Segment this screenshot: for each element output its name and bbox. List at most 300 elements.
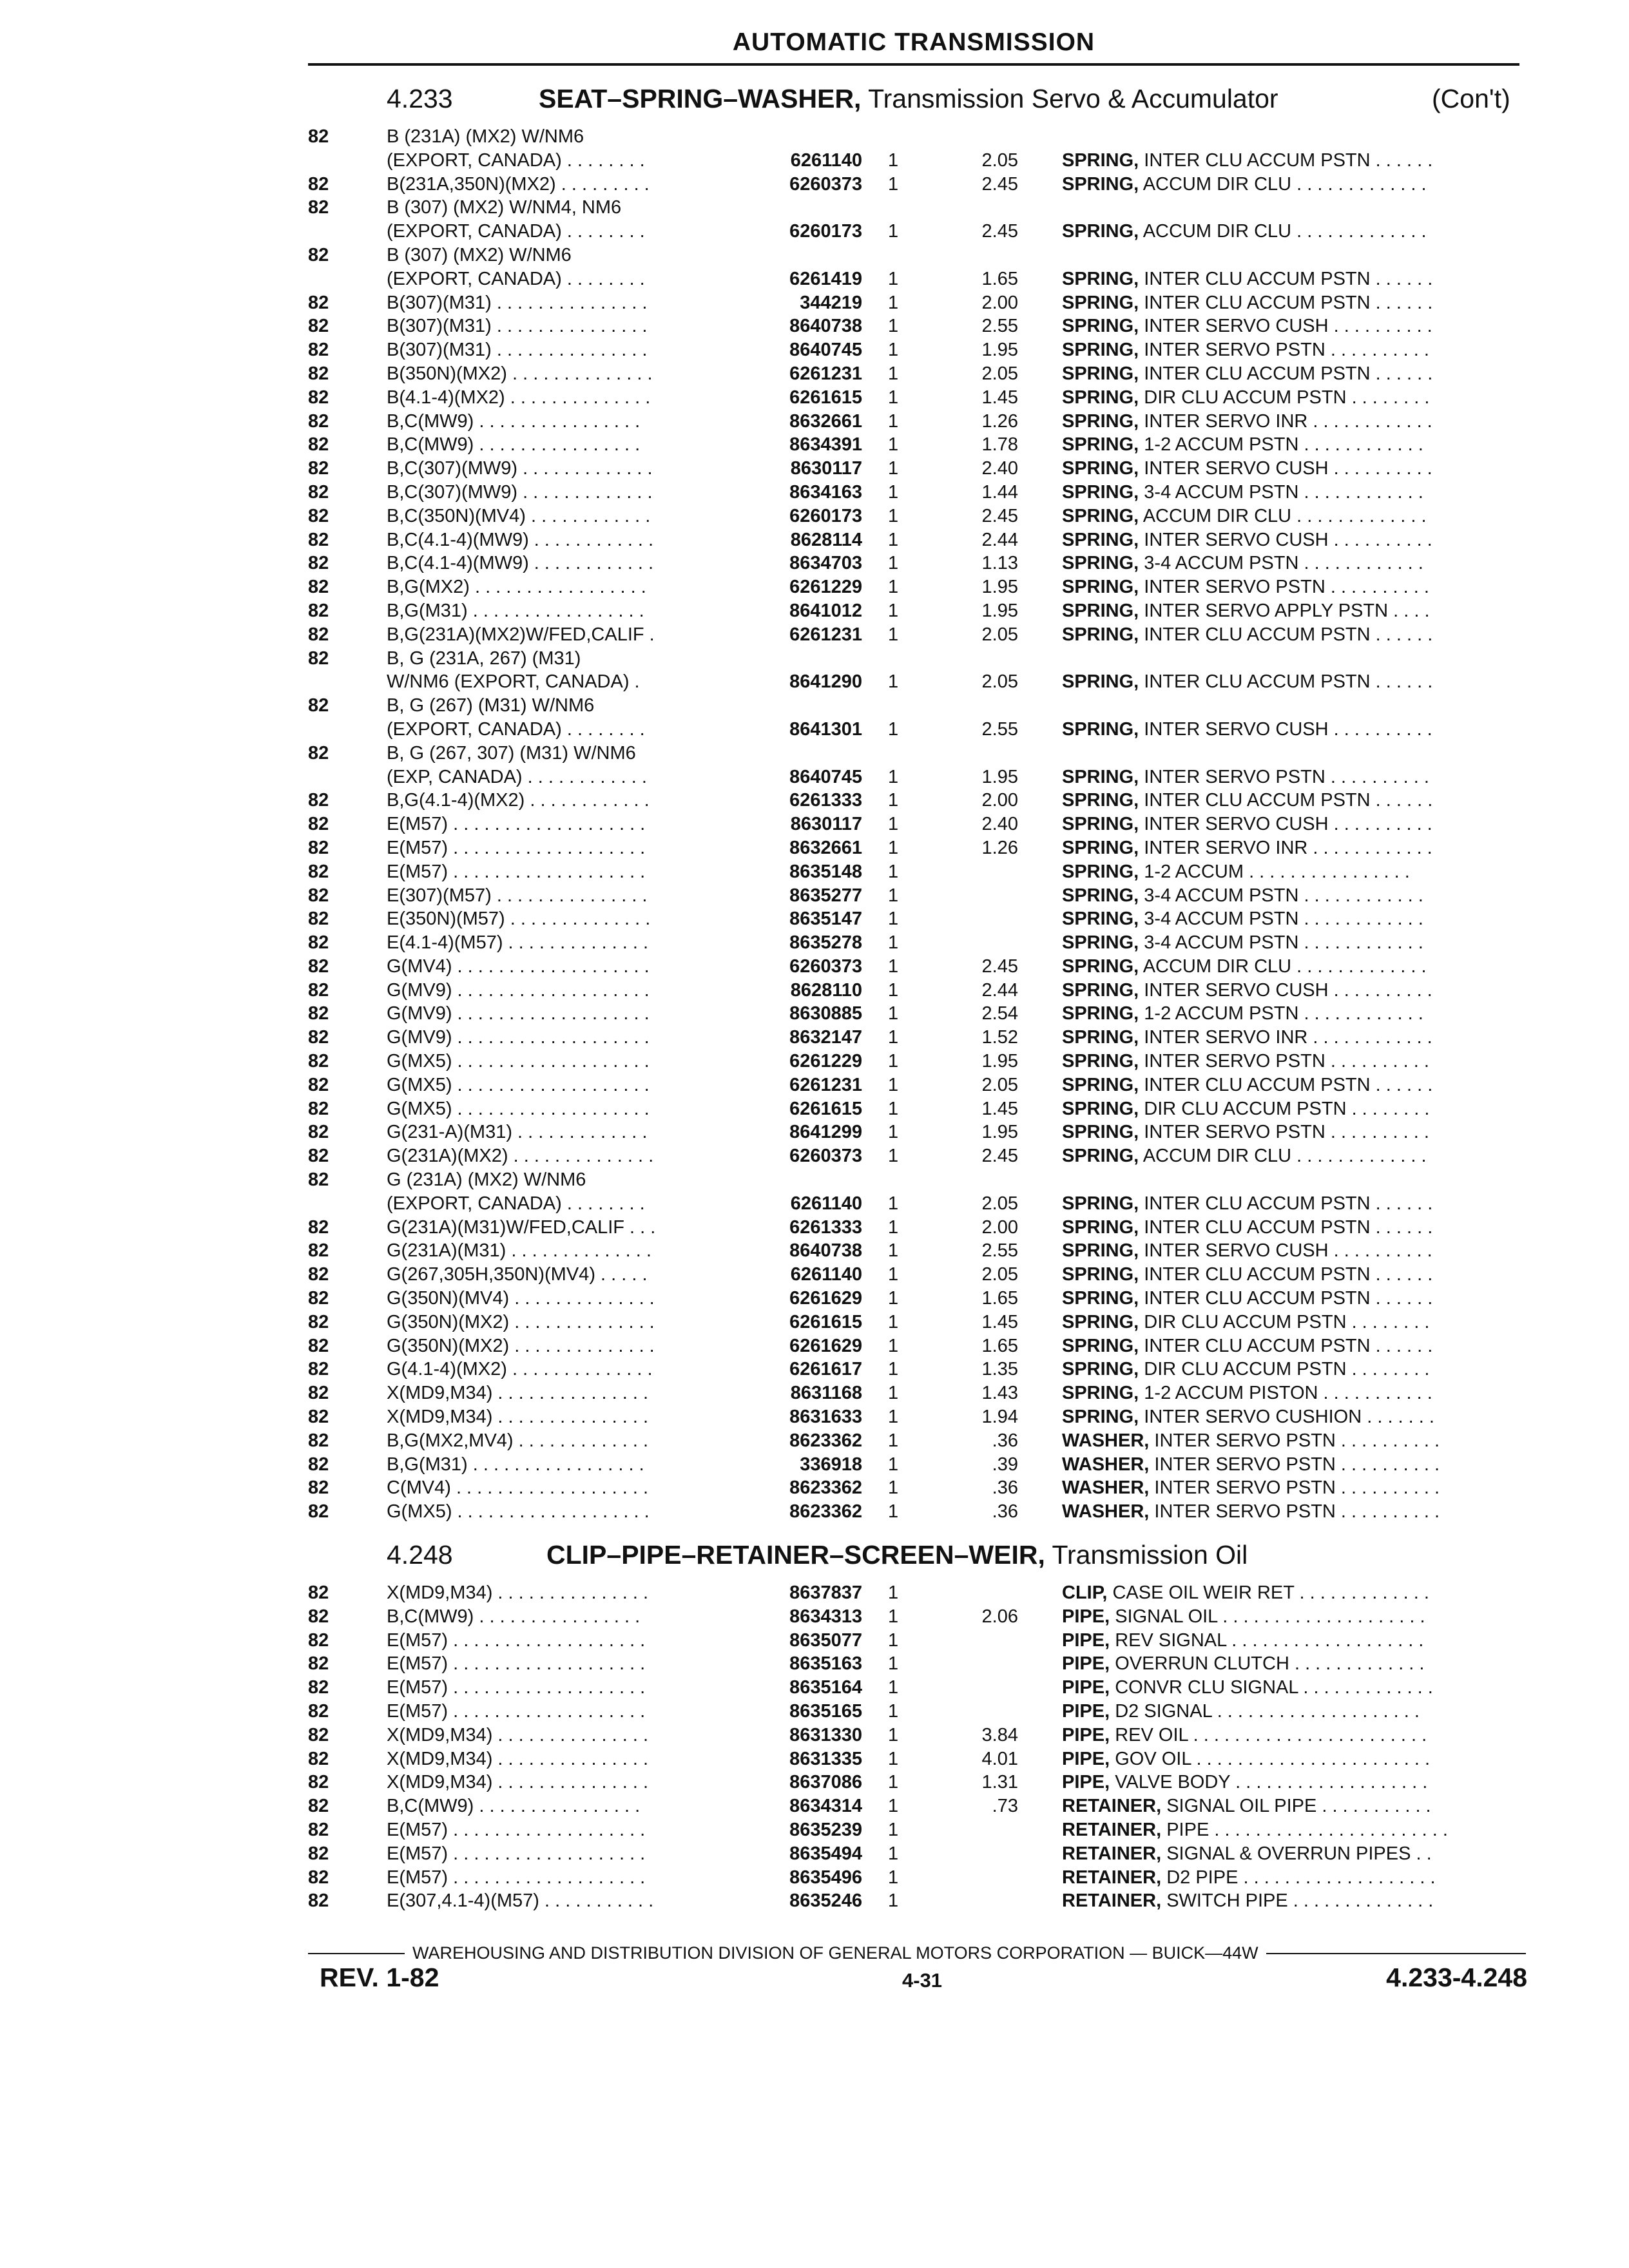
part-number: 6261615 bbox=[789, 1311, 862, 1332]
model-year: 82 bbox=[308, 1748, 329, 1769]
description bbox=[1062, 173, 1427, 197]
section-name-rest: Transmission Servo & Accumulator bbox=[861, 84, 1278, 113]
part-number: 8631633 bbox=[789, 1407, 862, 1428]
description bbox=[1062, 860, 1410, 884]
description-noun: SPRING, bbox=[1062, 1407, 1139, 1428]
part-number: 8635077 bbox=[789, 1629, 862, 1651]
section-number: 4.233 bbox=[387, 84, 453, 113]
description-detail: ACCUM DIR CLU . . . . . . . . . . . . . bbox=[1139, 173, 1427, 195]
length: 1.95 bbox=[981, 600, 1018, 621]
part-number: 6261140 bbox=[790, 1193, 862, 1214]
description-detail: INTER CLU ACCUM PSTN . . . . . . bbox=[1139, 790, 1433, 811]
quantity: 1 bbox=[888, 1772, 899, 1793]
table-row bbox=[0, 623, 1629, 647]
application: G(350N)(MX2) . . . . . . . . . . . . . . bbox=[387, 1335, 655, 1356]
quantity: 1 bbox=[888, 1843, 899, 1864]
length: 2.55 bbox=[981, 718, 1018, 740]
table-row bbox=[0, 1500, 1629, 1524]
quantity: 1 bbox=[888, 1454, 899, 1475]
footer-page-number: 4-31 bbox=[902, 1969, 943, 1992]
part-number: 8635148 bbox=[789, 861, 862, 882]
description-noun: CLIP, bbox=[1062, 1582, 1108, 1603]
description-noun: PIPE, bbox=[1062, 1748, 1110, 1769]
quantity: 1 bbox=[888, 837, 899, 858]
part-number: 6261419 bbox=[789, 268, 862, 289]
table-row bbox=[0, 410, 1629, 434]
description-noun: SPRING, bbox=[1062, 624, 1139, 645]
description-noun: RETAINER, bbox=[1062, 1819, 1162, 1840]
description-detail: 3-4 ACCUM PSTN . . . . . . . . . . . . bbox=[1139, 885, 1423, 906]
application: E(M57) . . . . . . . . . . . . . . . . . . . bbox=[387, 1653, 646, 1675]
length: 1.52 bbox=[981, 1027, 1018, 1048]
model-year: 82 bbox=[308, 814, 329, 835]
application: B (231A) (MX2) W/NM6 bbox=[387, 126, 584, 147]
model-year: 82 bbox=[308, 529, 329, 550]
description-detail: DIR CLU ACCUM PSTN . . . . . . . . bbox=[1139, 1311, 1430, 1332]
length: .36 bbox=[992, 1430, 1018, 1451]
description-detail: REV SIGNAL . . . . . . . . . . . . . . . . . . . bbox=[1110, 1629, 1424, 1651]
model-year: 82 bbox=[308, 244, 329, 265]
model-year: 82 bbox=[308, 481, 329, 503]
part-number: 6261617 bbox=[789, 1359, 862, 1380]
description-noun: SPRING, bbox=[1062, 363, 1139, 384]
description-noun: SPRING, bbox=[1062, 932, 1139, 954]
description-noun: SPRING, bbox=[1062, 221, 1139, 242]
model-year: 82 bbox=[308, 1677, 329, 1698]
description-noun: SPRING, bbox=[1062, 1311, 1139, 1332]
description bbox=[1062, 362, 1432, 386]
description bbox=[1062, 1652, 1424, 1676]
model-year: 82 bbox=[308, 1003, 329, 1024]
quantity: 1 bbox=[888, 1867, 899, 1888]
length: 1.65 bbox=[981, 1335, 1018, 1356]
description-noun: SPRING, bbox=[1062, 1288, 1139, 1309]
description bbox=[1062, 955, 1427, 979]
description-detail: INTER SERVO APPLY PSTN . . . . bbox=[1139, 600, 1430, 621]
length: 2.05 bbox=[981, 1074, 1018, 1095]
application: B,C(MW9) . . . . . . . . . . . . . . . . bbox=[387, 1606, 641, 1627]
model-year: 82 bbox=[308, 1098, 329, 1119]
description-noun: PIPE, bbox=[1062, 1629, 1110, 1651]
application: B,C(4.1-4)(MW9) . . . . . . . . . . . . bbox=[387, 553, 654, 574]
description-noun: SPRING, bbox=[1062, 316, 1139, 337]
section-continued: (Con't) bbox=[1432, 84, 1510, 113]
description bbox=[1062, 1002, 1423, 1026]
application: (EXP, CANADA) . . . . . . . . . . . . bbox=[387, 766, 647, 787]
quantity: 1 bbox=[888, 1606, 899, 1627]
description-detail: INTER CLU ACCUM PSTN . . . . . . bbox=[1139, 149, 1433, 171]
part-number: 6261615 bbox=[789, 387, 862, 408]
description-detail: VALVE BODY . . . . . . . . . . . . . . . . . . . bbox=[1110, 1772, 1428, 1793]
model-year: 82 bbox=[308, 1122, 329, 1143]
application: G(267,305H,350N)(MV4) . . . . . bbox=[387, 1264, 648, 1285]
quantity: 1 bbox=[888, 600, 899, 621]
table-row bbox=[0, 457, 1629, 481]
description bbox=[1062, 1794, 1431, 1818]
quantity: 1 bbox=[888, 173, 899, 195]
description-noun: SPRING, bbox=[1062, 790, 1139, 811]
part-number: 6260373 bbox=[789, 173, 862, 195]
application: B,G(MX2,MV4) . . . . . . . . . . . . . bbox=[387, 1430, 649, 1451]
description-detail: ACCUM DIR CLU . . . . . . . . . . . . . bbox=[1139, 956, 1427, 977]
description-noun: SPRING, bbox=[1062, 814, 1139, 835]
table-row bbox=[0, 433, 1629, 457]
description-detail: 3-4 ACCUM PSTN . . . . . . . . . . . . bbox=[1139, 481, 1423, 503]
description-detail: INTER SERVO CUSH . . . . . . . . . . bbox=[1139, 529, 1432, 550]
model-year: 82 bbox=[308, 1606, 329, 1627]
application: B(307)(M31) . . . . . . . . . . . . . . . bbox=[387, 316, 648, 337]
part-number: 8632661 bbox=[789, 837, 862, 858]
quantity: 1 bbox=[888, 814, 899, 835]
part-number: 8630885 bbox=[789, 1003, 862, 1024]
part-number: 8631168 bbox=[790, 1383, 862, 1404]
table-row bbox=[0, 1476, 1629, 1500]
description-detail: INTER SERVO PSTN . . . . . . . . . . bbox=[1149, 1501, 1440, 1523]
description-noun: SPRING, bbox=[1062, 1193, 1139, 1214]
description bbox=[1062, 670, 1432, 694]
application: E(307)(M57) . . . . . . . . . . . . . . . bbox=[387, 885, 648, 906]
application: B (307) (MX2) W/NM4, NM6 bbox=[387, 197, 622, 218]
quantity: 1 bbox=[888, 932, 899, 954]
section-name-rest: Transmission Oil bbox=[1045, 1540, 1248, 1570]
description bbox=[1062, 314, 1432, 338]
quantity: 1 bbox=[888, 1724, 899, 1745]
model-year: 82 bbox=[308, 1240, 329, 1262]
quantity: 1 bbox=[888, 1383, 899, 1404]
table-row bbox=[0, 267, 1629, 291]
section-title bbox=[0, 1532, 1629, 1581]
description bbox=[1062, 1866, 1436, 1890]
description-detail: OVERRUN CLUTCH . . . . . . . . . . . . . bbox=[1110, 1653, 1425, 1675]
description bbox=[1062, 1453, 1440, 1477]
description-detail: INTER SERVO PSTN . . . . . . . . . . bbox=[1149, 1430, 1440, 1451]
table-row bbox=[0, 1239, 1629, 1263]
description bbox=[1062, 623, 1432, 647]
length: 1.31 bbox=[981, 1772, 1018, 1793]
quantity: 1 bbox=[888, 979, 899, 1001]
part-number: 6260173 bbox=[789, 221, 862, 242]
part-number: 8640738 bbox=[789, 316, 862, 337]
description bbox=[1062, 1239, 1432, 1263]
length: 2.44 bbox=[981, 529, 1018, 550]
description bbox=[1062, 575, 1429, 599]
description-detail: INTER CLU ACCUM PSTN . . . . . . bbox=[1139, 1288, 1433, 1309]
length: 3.84 bbox=[981, 1724, 1018, 1745]
description bbox=[1062, 1818, 1448, 1842]
quantity: 1 bbox=[888, 1027, 899, 1048]
description-noun: SPRING, bbox=[1062, 908, 1139, 930]
description bbox=[1062, 1120, 1429, 1144]
model-year: 82 bbox=[308, 173, 329, 195]
application: G(231-A)(M31) . . . . . . . . . . . . . bbox=[387, 1122, 648, 1143]
length: 2.05 bbox=[981, 671, 1018, 693]
application: B,C(MW9) . . . . . . . . . . . . . . . . bbox=[387, 1796, 641, 1817]
description-noun: RETAINER, bbox=[1062, 1890, 1162, 1912]
table-row bbox=[0, 907, 1629, 931]
description-noun: PIPE, bbox=[1062, 1677, 1110, 1698]
quantity: 1 bbox=[888, 885, 899, 906]
description bbox=[1062, 1097, 1429, 1121]
application: (EXPORT, CANADA) . . . . . . . . bbox=[387, 221, 645, 242]
description bbox=[1062, 1889, 1433, 1913]
description-detail: INTER SERVO CUSH . . . . . . . . . . bbox=[1139, 1240, 1432, 1262]
part-number: 6261229 bbox=[789, 577, 862, 598]
application: B, G (267) (M31) W/NM6 bbox=[387, 695, 595, 716]
table-row bbox=[0, 173, 1629, 197]
description-noun: WASHER, bbox=[1062, 1501, 1150, 1523]
application: X(MD9,M34) . . . . . . . . . . . . . . . bbox=[387, 1582, 649, 1603]
description-detail: INTER SERVO CUSH . . . . . . . . . . bbox=[1139, 316, 1432, 337]
table-row bbox=[0, 647, 1629, 671]
table-row bbox=[0, 1842, 1629, 1866]
table-row bbox=[0, 789, 1629, 812]
model-year: 82 bbox=[308, 1501, 329, 1523]
application: X(MD9,M34) . . . . . . . . . . . . . . . bbox=[387, 1748, 649, 1769]
description bbox=[1062, 1358, 1429, 1381]
length: 2.40 bbox=[981, 814, 1018, 835]
description bbox=[1062, 1676, 1433, 1700]
description-noun: SPRING, bbox=[1062, 1216, 1139, 1238]
length: 2.45 bbox=[981, 173, 1018, 195]
description bbox=[1062, 1334, 1432, 1358]
part-number: 344219 bbox=[800, 292, 862, 313]
length: 1.45 bbox=[981, 1098, 1018, 1119]
description bbox=[1062, 1144, 1427, 1168]
description bbox=[1062, 884, 1423, 908]
part-number: 8635494 bbox=[789, 1843, 862, 1864]
quantity: 1 bbox=[888, 1477, 899, 1499]
table-row bbox=[0, 1629, 1629, 1653]
part-number: 8631335 bbox=[789, 1748, 862, 1769]
description bbox=[1062, 1500, 1440, 1524]
length: 1.95 bbox=[981, 766, 1018, 787]
part-number: 8640738 bbox=[789, 1240, 862, 1262]
part-number: 6261229 bbox=[789, 1051, 862, 1072]
table-row bbox=[0, 1287, 1629, 1311]
description-noun: SPRING, bbox=[1062, 1335, 1139, 1356]
application: B (307) (MX2) W/NM6 bbox=[387, 244, 572, 265]
application: B(350N)(MX2) . . . . . . . . . . . . . . bbox=[387, 363, 653, 384]
part-number: 8630117 bbox=[790, 814, 862, 835]
part-number: 8634163 bbox=[789, 481, 862, 503]
table-row bbox=[0, 1097, 1629, 1121]
part-number: 8635147 bbox=[789, 908, 862, 930]
table-row bbox=[0, 1002, 1629, 1026]
application: E(M57) . . . . . . . . . . . . . . . . . . . bbox=[387, 1819, 646, 1840]
description-detail: ACCUM DIR CLU . . . . . . . . . . . . . bbox=[1139, 221, 1427, 242]
description-detail: INTER SERVO CUSH . . . . . . . . . . bbox=[1139, 814, 1432, 835]
quantity: 1 bbox=[888, 529, 899, 550]
description bbox=[1062, 812, 1432, 836]
description-noun: SPRING, bbox=[1062, 387, 1139, 408]
length: 1.78 bbox=[981, 434, 1018, 456]
description-detail: REV OIL . . . . . . . . . . . . . . . . . . . . . . . bbox=[1110, 1724, 1427, 1745]
table-row bbox=[0, 505, 1629, 528]
application: E(M57) . . . . . . . . . . . . . . . . . . . bbox=[387, 814, 646, 835]
length: 1.45 bbox=[981, 387, 1018, 408]
description-noun: SPRING, bbox=[1062, 173, 1139, 195]
length: 1.43 bbox=[981, 1383, 1018, 1404]
part-number: 8640745 bbox=[789, 766, 862, 787]
part-number: 336918 bbox=[800, 1454, 862, 1475]
description-detail: 1-2 ACCUM . . . . . . . . . . . . . . . . bbox=[1139, 861, 1410, 882]
part-number: 8623362 bbox=[789, 1477, 862, 1499]
model-year: 82 bbox=[308, 742, 329, 764]
footer-rule-left bbox=[308, 1953, 405, 1954]
length: 1.65 bbox=[981, 1288, 1018, 1309]
model-year: 82 bbox=[308, 790, 329, 811]
quantity: 1 bbox=[888, 1051, 899, 1072]
length: 1.26 bbox=[981, 410, 1018, 432]
quantity: 1 bbox=[888, 577, 899, 598]
description-detail: INTER SERVO CUSHION . . . . . . . bbox=[1139, 1407, 1434, 1428]
description bbox=[1062, 1050, 1429, 1073]
description-noun: WASHER, bbox=[1062, 1477, 1150, 1499]
length: 2.05 bbox=[981, 624, 1018, 645]
description-noun: SPRING, bbox=[1062, 1027, 1139, 1048]
application: (EXPORT, CANADA) . . . . . . . . bbox=[387, 1193, 645, 1214]
length: .36 bbox=[992, 1501, 1018, 1523]
model-year: 82 bbox=[308, 1629, 329, 1651]
length: 2.45 bbox=[981, 956, 1018, 977]
model-year: 82 bbox=[308, 885, 329, 906]
model-year: 82 bbox=[308, 126, 329, 147]
model-year: 82 bbox=[308, 1867, 329, 1888]
model-year: 82 bbox=[308, 861, 329, 882]
model-year: 82 bbox=[308, 197, 329, 218]
length: 1.95 bbox=[981, 1122, 1018, 1143]
description-noun: SPRING, bbox=[1062, 410, 1139, 432]
quantity: 1 bbox=[888, 434, 899, 456]
table-row bbox=[0, 1676, 1629, 1700]
model-year: 82 bbox=[308, 340, 329, 361]
table-row bbox=[0, 742, 1629, 765]
model-year: 82 bbox=[308, 1216, 329, 1238]
part-number: 8641012 bbox=[789, 600, 862, 621]
quantity: 1 bbox=[888, 363, 899, 384]
quantity: 1 bbox=[888, 1890, 899, 1912]
application: B,G(M31) . . . . . . . . . . . . . . . . . bbox=[387, 600, 644, 621]
table-row bbox=[0, 149, 1629, 173]
part-number: 8635164 bbox=[789, 1677, 862, 1698]
quantity: 1 bbox=[888, 1288, 899, 1309]
length: 1.95 bbox=[981, 340, 1018, 361]
description bbox=[1062, 1192, 1432, 1216]
model-year: 82 bbox=[308, 434, 329, 456]
description bbox=[1062, 1605, 1425, 1629]
description-detail: 1-2 ACCUM PSTN . . . . . . . . . . . . bbox=[1139, 1003, 1423, 1024]
description-detail: INTER SERVO INR . . . . . . . . . . . . bbox=[1139, 410, 1432, 432]
description-noun: PIPE, bbox=[1062, 1653, 1110, 1675]
description-noun: PIPE, bbox=[1062, 1606, 1110, 1627]
description-noun: WASHER, bbox=[1062, 1430, 1150, 1451]
application: G(231A)(M31)W/FED,CALIF . . . bbox=[387, 1216, 656, 1238]
part-number: 8641301 bbox=[789, 718, 862, 740]
model-year: 82 bbox=[308, 553, 329, 574]
quantity: 1 bbox=[888, 316, 899, 337]
part-number: 6261629 bbox=[789, 1335, 862, 1356]
model-year: 82 bbox=[308, 600, 329, 621]
description-noun: PIPE, bbox=[1062, 1700, 1110, 1722]
table-row bbox=[0, 1818, 1629, 1842]
model-year: 82 bbox=[308, 316, 329, 337]
part-number: 8628110 bbox=[790, 979, 862, 1001]
quantity: 1 bbox=[888, 268, 899, 289]
description bbox=[1062, 386, 1429, 410]
table-row bbox=[0, 1747, 1629, 1771]
description bbox=[1062, 505, 1427, 528]
length: 2.40 bbox=[981, 458, 1018, 479]
application: X(MD9,M34) . . . . . . . . . . . . . . . bbox=[387, 1772, 649, 1793]
length: 2.44 bbox=[981, 979, 1018, 1001]
description bbox=[1062, 1700, 1420, 1724]
description-detail: DIR CLU ACCUM PSTN . . . . . . . . bbox=[1139, 387, 1430, 408]
model-year: 82 bbox=[308, 1027, 329, 1048]
description bbox=[1062, 1771, 1427, 1794]
description bbox=[1062, 718, 1432, 742]
description bbox=[1062, 1747, 1430, 1771]
table-row bbox=[0, 1429, 1629, 1453]
description-detail: 1-2 ACCUM PSTN . . . . . . . . . . . . bbox=[1139, 434, 1423, 456]
length: 1.26 bbox=[981, 837, 1018, 858]
application: B(307)(M31) . . . . . . . . . . . . . . . bbox=[387, 292, 648, 313]
parts-list bbox=[0, 1581, 1629, 1913]
quantity: 1 bbox=[888, 790, 899, 811]
model-year: 82 bbox=[308, 837, 329, 858]
model-year: 82 bbox=[308, 1430, 329, 1451]
part-number: 6261140 bbox=[790, 1264, 862, 1285]
description bbox=[1062, 789, 1432, 812]
description bbox=[1062, 220, 1427, 244]
table-row bbox=[0, 1334, 1629, 1358]
description bbox=[1062, 931, 1423, 955]
description bbox=[1062, 1629, 1423, 1653]
footer-revision: REV. 1-82 bbox=[320, 1963, 439, 1992]
length: 2.55 bbox=[981, 316, 1018, 337]
table-row bbox=[0, 955, 1629, 979]
description-detail: INTER CLU ACCUM PSTN . . . . . . bbox=[1139, 1335, 1433, 1356]
description bbox=[1062, 149, 1432, 173]
description bbox=[1062, 1263, 1432, 1287]
part-number: 8634391 bbox=[789, 434, 862, 456]
description bbox=[1062, 552, 1423, 575]
footer-rule-right bbox=[1266, 1953, 1526, 1954]
description-noun: SPRING, bbox=[1062, 149, 1139, 171]
quantity: 1 bbox=[888, 553, 899, 574]
description-noun: SPRING, bbox=[1062, 434, 1139, 456]
section-number: 4.248 bbox=[387, 1540, 453, 1570]
application: B(4.1-4)(MX2) . . . . . . . . . . . . . . bbox=[387, 387, 651, 408]
length: 1.44 bbox=[981, 481, 1018, 503]
quantity: 1 bbox=[888, 1819, 899, 1840]
description bbox=[1062, 1381, 1432, 1405]
part-number: 8634313 bbox=[789, 1606, 862, 1627]
quantity: 1 bbox=[888, 1407, 899, 1428]
table-row bbox=[0, 125, 1629, 149]
description bbox=[1062, 291, 1432, 315]
description-noun: SPRING, bbox=[1062, 1098, 1139, 1119]
quantity: 1 bbox=[888, 481, 899, 503]
table-row bbox=[0, 931, 1629, 955]
description-detail: INTER SERVO INR . . . . . . . . . . . . bbox=[1139, 1027, 1432, 1048]
table-row bbox=[0, 1794, 1629, 1818]
model-year: 82 bbox=[308, 1359, 329, 1380]
description-noun: SPRING, bbox=[1062, 956, 1139, 977]
description-detail: GOV OIL . . . . . . . . . . . . . . . . . . . . . . . bbox=[1110, 1748, 1431, 1769]
description-noun: SPRING, bbox=[1062, 1146, 1139, 1167]
footer-section-range: 4.233-4.248 bbox=[1386, 1963, 1527, 1992]
application: B,C(307)(MW9) . . . . . . . . . . . . . bbox=[387, 481, 653, 503]
